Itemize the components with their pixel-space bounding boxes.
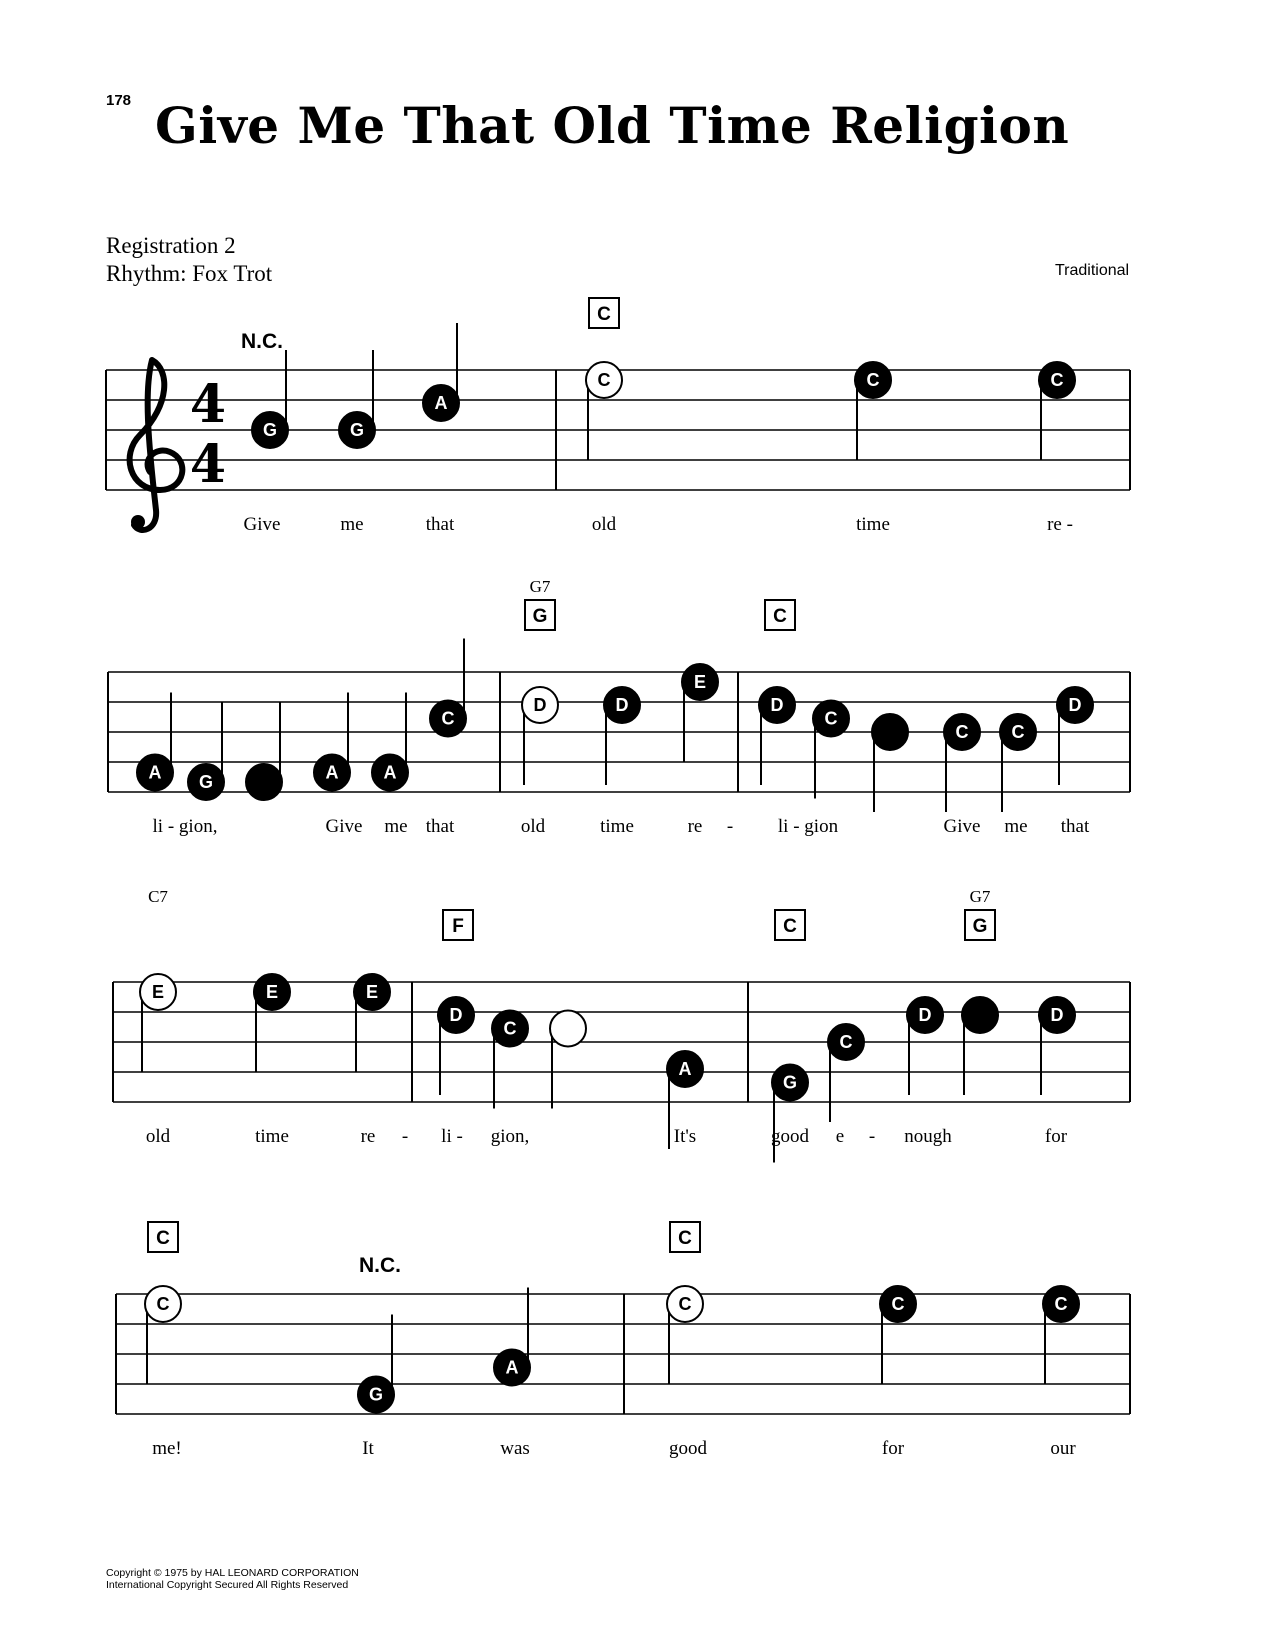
note-label: C: [866, 370, 880, 390]
note-label: G: [198, 772, 214, 792]
note-label: D: [1068, 695, 1082, 715]
lyric-word: for: [1044, 1126, 1068, 1147]
lyric-word: me: [1004, 816, 1028, 837]
note-label: E: [693, 672, 707, 692]
system: [116, 1222, 1130, 1459]
lyric-word: It: [362, 1438, 374, 1459]
note-label: D: [1050, 1005, 1064, 1025]
lyric-word: li -: [441, 1126, 463, 1147]
chord-box-label: F: [452, 916, 464, 937]
lyric-word: old: [145, 1126, 171, 1147]
copyright-line: International Copyright Secured All Rights Reserved: [106, 1579, 349, 1591]
lyric-word: was: [500, 1438, 530, 1459]
note-label: C: [156, 1294, 170, 1314]
note-label: D: [533, 695, 547, 715]
lyric-word: Give: [325, 816, 363, 837]
note-label: C: [1011, 722, 1025, 742]
note-label: A: [505, 1357, 519, 1378]
copyright: [106, 1567, 359, 1591]
note-head: [246, 764, 282, 800]
system: [106, 298, 1130, 535]
no-chord-label: N.C.: [241, 330, 283, 353]
registration: Registration 2: [106, 233, 236, 258]
note-label: E: [265, 982, 279, 1002]
lyric-word: good: [771, 1126, 809, 1147]
rhythm: Rhythm: Fox Trot: [106, 261, 273, 286]
note-label: A: [383, 762, 397, 783]
lyric-word: time: [255, 1126, 289, 1147]
note-head: [872, 714, 908, 750]
lyric-word: for: [881, 1438, 905, 1459]
lyric-word: me!: [152, 1438, 182, 1459]
lyric-word: re: [687, 816, 703, 837]
lyric-word: nough: [904, 1126, 952, 1147]
note-label: G: [262, 420, 278, 440]
chord-name: G7: [969, 887, 991, 906]
lyric-word: old: [520, 816, 546, 837]
note-label: D: [449, 1005, 463, 1025]
lyric-word: time: [600, 816, 634, 837]
note-label: C: [824, 708, 838, 729]
note-label: A: [148, 762, 162, 783]
chord-box-label: C: [773, 606, 787, 627]
lyric-word: -: [401, 1126, 409, 1147]
lyric-word: e: [835, 1126, 845, 1147]
note-label: C: [597, 370, 611, 390]
chord-name: G7: [529, 577, 551, 596]
note-label: D: [615, 695, 629, 715]
lyric-word: old: [591, 514, 617, 535]
lyric-word: -: [868, 1126, 876, 1147]
lyric-word: that: [425, 816, 455, 837]
note-label: D: [770, 695, 784, 715]
lyric-word: re -: [1047, 514, 1073, 535]
time-signature-bottom: 4: [189, 434, 227, 495]
lyric-word: me: [340, 514, 364, 535]
note-label: G: [349, 420, 365, 440]
note-label: G: [368, 1384, 384, 1405]
system: [108, 577, 1130, 837]
chord-name: C7: [148, 887, 168, 906]
treble-clef-icon: [130, 360, 183, 530]
lyric-word: good: [669, 1438, 707, 1459]
system: [113, 887, 1130, 1163]
note-label: C: [955, 722, 969, 742]
note-label: A: [325, 762, 339, 783]
note-head: [962, 997, 998, 1033]
note-label: E: [151, 982, 165, 1002]
time-signature-top: 4: [189, 374, 227, 435]
lyric-word: time: [856, 514, 890, 535]
lyric-word: Give: [943, 816, 981, 837]
chord-box-label: C: [597, 304, 611, 325]
lyric-word: li - gion,: [152, 816, 218, 837]
note-label: G: [782, 1072, 798, 1093]
lyric-word: that: [1060, 816, 1090, 837]
no-chord-label: N.C.: [359, 1254, 401, 1277]
note-label: A: [678, 1059, 692, 1079]
note-label: C: [441, 708, 455, 729]
note-label: C: [1054, 1294, 1068, 1314]
note-label: C: [891, 1294, 905, 1314]
lyric-word: that: [425, 514, 455, 535]
lyric-word: -: [726, 816, 734, 837]
lyric-word: gion,: [490, 1126, 530, 1147]
song-title: Give Me That Old Time Religion: [155, 96, 1070, 155]
time-signature: [190, 374, 226, 495]
lyric-word: li - gion: [777, 816, 839, 837]
note-head: [550, 1011, 586, 1047]
lyric-word: me: [384, 816, 408, 837]
chord-box-label: C: [156, 1228, 170, 1249]
chord-box-label: G: [532, 606, 548, 627]
note-label: D: [918, 1005, 932, 1025]
copyright-line: Copyright © 1975 by HAL LEONARD CORPORATION: [106, 1567, 359, 1579]
lyric-word: Give: [243, 514, 281, 535]
note-label: C: [1050, 370, 1064, 390]
note-label: C: [678, 1294, 692, 1314]
composer: Traditional: [1055, 262, 1130, 279]
lyric-word: our: [1050, 1438, 1076, 1459]
chord-box-label: C: [678, 1228, 692, 1249]
chord-box-label: C: [783, 916, 797, 937]
note-label: C: [503, 1018, 517, 1039]
chord-box-label: G: [972, 916, 988, 937]
note-label: E: [365, 982, 379, 1002]
lyric-word: It's: [673, 1126, 697, 1147]
note-label: A: [434, 393, 448, 413]
page-number: 178: [106, 92, 132, 109]
note-label: C: [839, 1032, 853, 1052]
lyric-word: re: [360, 1126, 376, 1147]
